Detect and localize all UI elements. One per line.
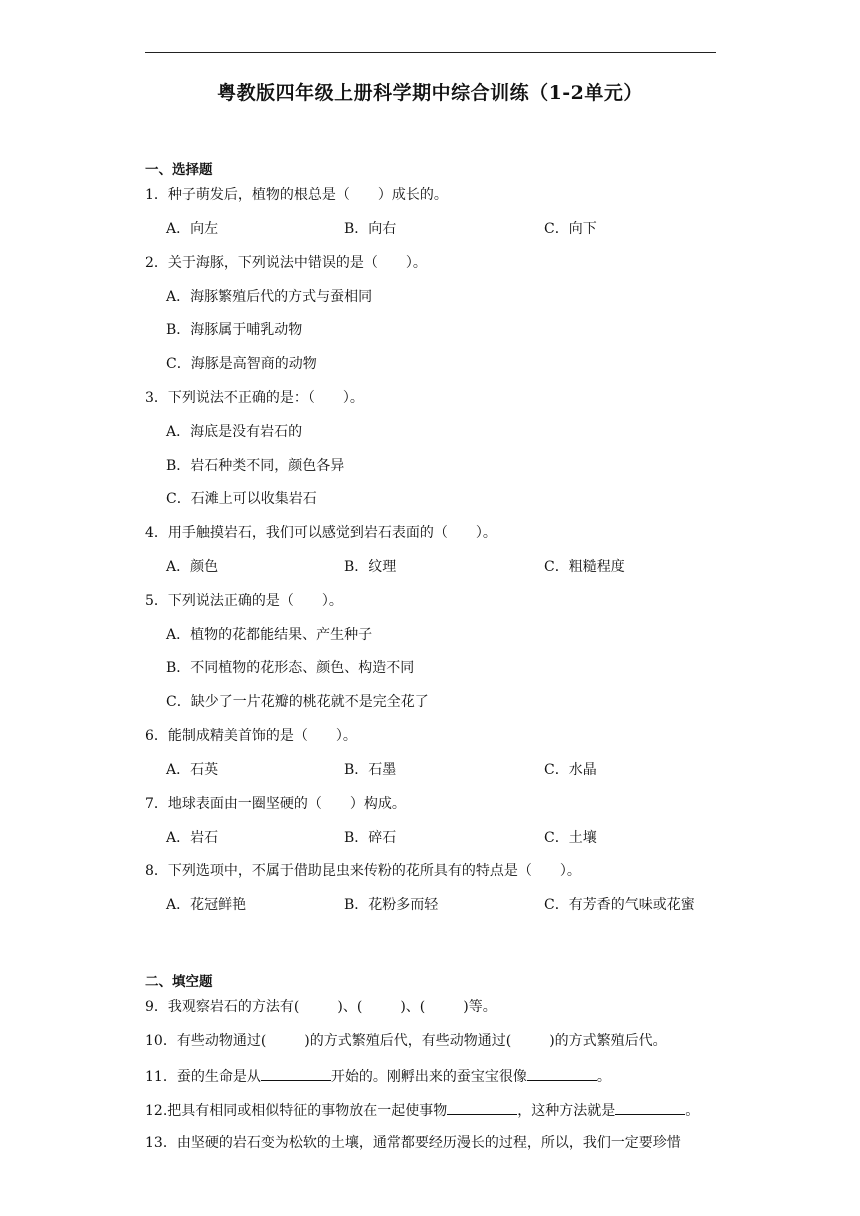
fill-question <box>145 1134 681 1152</box>
option-b: B．花粉多而轻 <box>344 897 439 913</box>
answer-blank <box>261 1066 331 1081</box>
section-heading-fill: 二、填空题 <box>145 974 213 990</box>
text-segment: )等。 <box>463 999 497 1015</box>
answer-blank <box>615 1100 685 1115</box>
fill-question <box>145 1100 699 1120</box>
option-a: A．石英 <box>166 762 219 778</box>
text-segment: )的方式繁殖后代。 <box>549 1033 667 1049</box>
answer-blank <box>527 1066 597 1081</box>
header-rule <box>145 52 716 53</box>
option-a: A．岩石 <box>166 830 219 846</box>
text-segment: )、( <box>337 999 363 1015</box>
question-stem: 7．地球表面由一圈坚硬的（ ）构成。 <box>145 796 406 812</box>
text-segment: 。 <box>685 1103 700 1119</box>
text-segment: )的方式繁殖后代，有些动物通过( <box>304 1033 512 1049</box>
question-stem: 6．能制成精美首饰的是（ ）。 <box>145 728 357 744</box>
option-a: A．向左 <box>166 221 219 237</box>
option-c: C．水晶 <box>544 762 597 778</box>
option-c: C．土壤 <box>544 830 597 846</box>
option-b: B．向右 <box>344 221 397 237</box>
text-segment: 。 <box>596 1069 611 1085</box>
section-heading-choice: 一、选择题 <box>145 162 213 178</box>
option-a: A．颜色 <box>166 559 219 575</box>
text-segment: 10．有些动物通过( <box>145 1033 267 1049</box>
text-segment: 开始的。刚孵出来的蚕宝宝很像 <box>330 1069 527 1085</box>
question-stem: 1．种子萌发后，植物的根总是（ ）成长的。 <box>145 187 448 203</box>
option-c: C．向下 <box>544 221 597 237</box>
text-segment: 11．蚕的生命是从 <box>145 1069 261 1085</box>
option-b: B．碎石 <box>344 830 397 846</box>
option-a: A．花冠鲜艳 <box>166 897 247 913</box>
option-c: C．粗糙程度 <box>544 559 625 575</box>
question-stem: 2．关于海豚，下列说法中错误的是（ ）。 <box>145 255 427 271</box>
text-segment: 12.把具有相同或相似特征的事物放在一起使事物 <box>145 1103 448 1119</box>
question-stem: 8．下列选项中，不属于借助昆虫来传粉的花所具有的特点是（ ）。 <box>145 863 581 879</box>
text-segment: 9．我观察岩石的方法有( <box>145 999 300 1015</box>
fill-question <box>145 1066 611 1086</box>
option-a: A．海豚繁殖后代的方式与蚕相同 <box>166 289 373 305</box>
fill-question <box>145 1032 667 1050</box>
question-stem: 5．下列说法正确的是（ ）。 <box>145 593 343 609</box>
option-b: B．不同植物的花形态、颜色、构造不同 <box>166 660 415 676</box>
option-c: C．缺少了一片花瓣的桃花就不是完全花了 <box>166 694 429 710</box>
question-stem: 4．用手触摸岩石，我们可以感觉到岩石表面的（ ）。 <box>145 525 497 541</box>
option-a: A．海底是没有岩石的 <box>166 424 303 440</box>
option-c: C．有芳香的气味或花蜜 <box>544 897 695 913</box>
option-b: B．石墨 <box>344 762 397 778</box>
option-b: B．岩石种类不同，颜色各异 <box>166 458 345 474</box>
answer-blank <box>447 1100 517 1115</box>
option-b: B．海豚属于哺乳动物 <box>166 322 303 338</box>
option-b: B．纹理 <box>344 559 397 575</box>
fill-question <box>145 998 497 1016</box>
text-segment: 13．由坚硬的岩石变为松软的土壤，通常都要经历漫长的过程，所以，我们一定要珍惜 <box>145 1135 681 1151</box>
text-segment: )、( <box>400 999 426 1015</box>
text-segment: ，这种方法就是 <box>517 1103 616 1119</box>
option-c: C．石滩上可以收集岩石 <box>166 491 317 507</box>
option-c: C．海豚是高智商的动物 <box>166 356 317 372</box>
question-stem: 3．下列说法不正确的是：（ ）。 <box>145 390 364 406</box>
page-title: 粤教版四年级上册科学期中综合训练（1-2单元） <box>217 82 643 104</box>
option-a: A．植物的花都能结果、产生种子 <box>166 627 373 643</box>
